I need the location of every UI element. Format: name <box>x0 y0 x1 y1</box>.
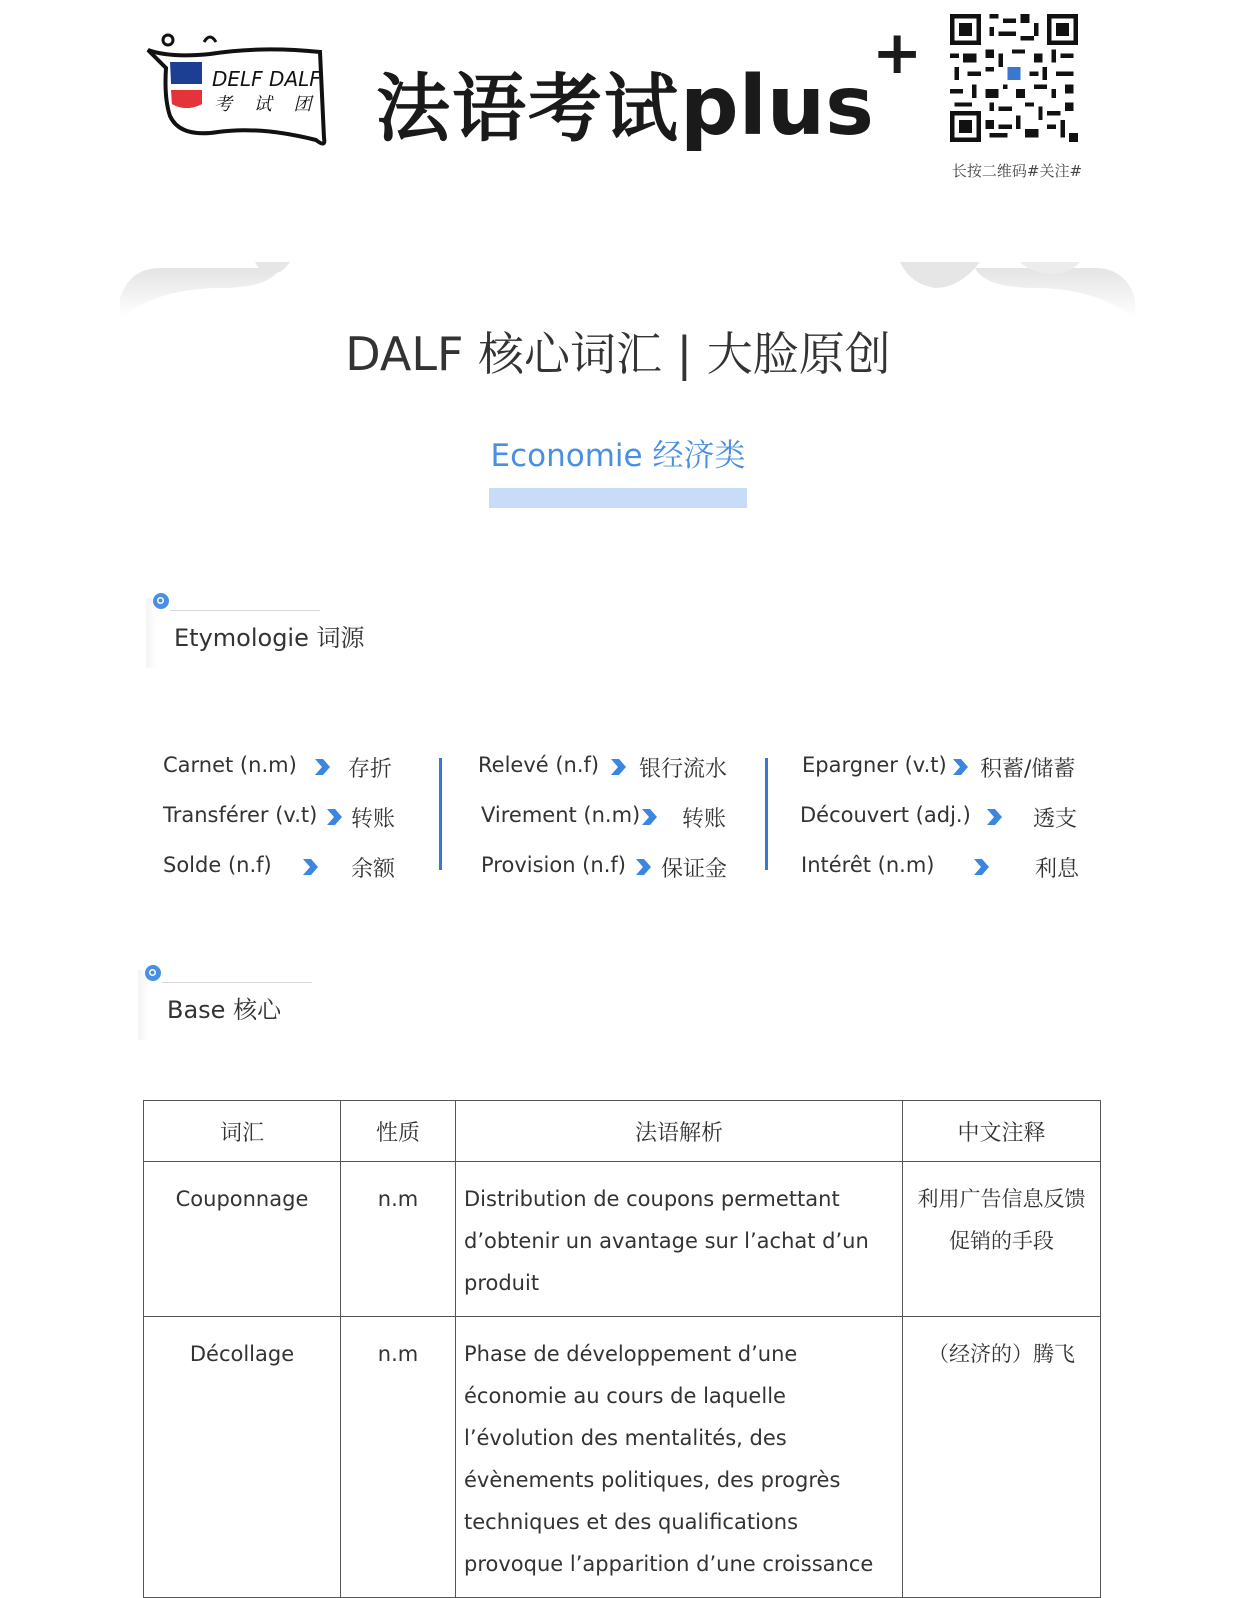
vocab-cn: 积蓄/储蓄 <box>980 757 1076 782</box>
magnifier-icon <box>152 592 170 610</box>
section-underline <box>170 610 320 611</box>
delf-dalf-logo <box>140 28 335 153</box>
chevron-right-icon <box>985 808 1003 826</box>
vocab-fr: Transférer (v.t) <box>163 803 318 827</box>
vocab-fr: Virement (n.m) <box>481 803 641 827</box>
cell-type: n.m <box>341 1162 456 1317</box>
cell-french-definition: Phase de développement d’une économie au cours de laquelle l’évolution des mentalités, des évènements politiques, des progrès techniques et des qualifications provoque l’apparition d’une croissance <box>456 1317 903 1598</box>
column-header: 法语解析 <box>456 1101 903 1162</box>
section-label-etymology: Etymologie 词源 <box>174 624 365 652</box>
vocab-fr: Epargner (v.t) <box>802 753 947 777</box>
brand-cn: 法语考试 <box>376 66 680 152</box>
section-label-base: Base 核心 <box>167 996 282 1024</box>
cell-word: Couponnage <box>144 1162 341 1317</box>
chevron-right-icon <box>640 808 658 826</box>
cell-chinese-note: （经济的）腾飞 <box>903 1317 1101 1598</box>
logo-text-line1: DELF DALF <box>212 67 321 91</box>
chevron-right-icon <box>972 858 990 876</box>
qr-code-icon[interactable] <box>950 14 1078 142</box>
logo-text-line2: 考 试 团 <box>214 94 320 115</box>
chevron-right-icon <box>609 758 627 776</box>
chevron-right-icon <box>634 858 652 876</box>
brand-plus-sign: + <box>872 18 925 88</box>
qr-caption: 长按二维码#关注# <box>951 162 1083 180</box>
vocab-fr: Découvert (adj.) <box>800 803 971 827</box>
vocab-table <box>143 1100 1101 1598</box>
chevron-right-icon <box>313 758 331 776</box>
brand-plus: plus <box>680 59 874 154</box>
column-separator <box>439 758 442 870</box>
column-separator <box>765 758 768 870</box>
vocab-cn: 转账 <box>682 807 727 832</box>
chevron-right-icon <box>325 808 343 826</box>
vocab-cn: 透支 <box>1033 807 1078 832</box>
cell-chinese-note: 利用广告信息反馈促销的手段 <box>903 1162 1101 1317</box>
vocab-cn: 余额 <box>351 857 396 882</box>
section-underline <box>162 982 312 983</box>
table-row <box>144 1317 1101 1598</box>
page-title: DALF 核心词汇 | 大脸原创 <box>345 327 891 381</box>
table-row <box>144 1162 1101 1317</box>
vocab-fr: Provision (n.f) <box>481 853 626 877</box>
vocab-fr: Solde (n.f) <box>163 853 272 877</box>
vocab-grid <box>0 740 1249 900</box>
subtitle-underline-bar <box>489 488 747 508</box>
cloud-decoration <box>120 258 1135 318</box>
cell-word: Décollage <box>144 1317 341 1598</box>
vocab-cn: 保证金 <box>661 857 728 882</box>
vocab-cn: 银行流水 <box>639 757 728 782</box>
vocab-fr: Carnet (n.m) <box>163 753 297 777</box>
vocab-cn: 利息 <box>1035 857 1080 882</box>
cell-type: n.m <box>341 1317 456 1598</box>
column-header: 性质 <box>341 1101 456 1162</box>
magnifier-icon <box>144 964 162 982</box>
column-header: 中文注释 <box>903 1101 1101 1162</box>
vocab-cn: 转账 <box>351 807 396 832</box>
subtitle: Economie 经济类 <box>490 438 746 474</box>
chevron-right-icon <box>951 758 969 776</box>
column-header: 词汇 <box>144 1101 341 1162</box>
cell-french-definition: Distribution de coupons permettant d’obtenir un avantage sur l’achat d’un produit <box>456 1162 903 1317</box>
vocab-cn: 存折 <box>348 757 393 782</box>
vocab-fr: Intérêt (n.m) <box>801 853 935 877</box>
chevron-right-icon <box>301 858 319 876</box>
brand-title <box>376 18 925 156</box>
subtitle-block <box>489 430 747 510</box>
table-header-row <box>144 1101 1101 1162</box>
vocab-fr: Relevé (n.f) <box>478 753 600 777</box>
